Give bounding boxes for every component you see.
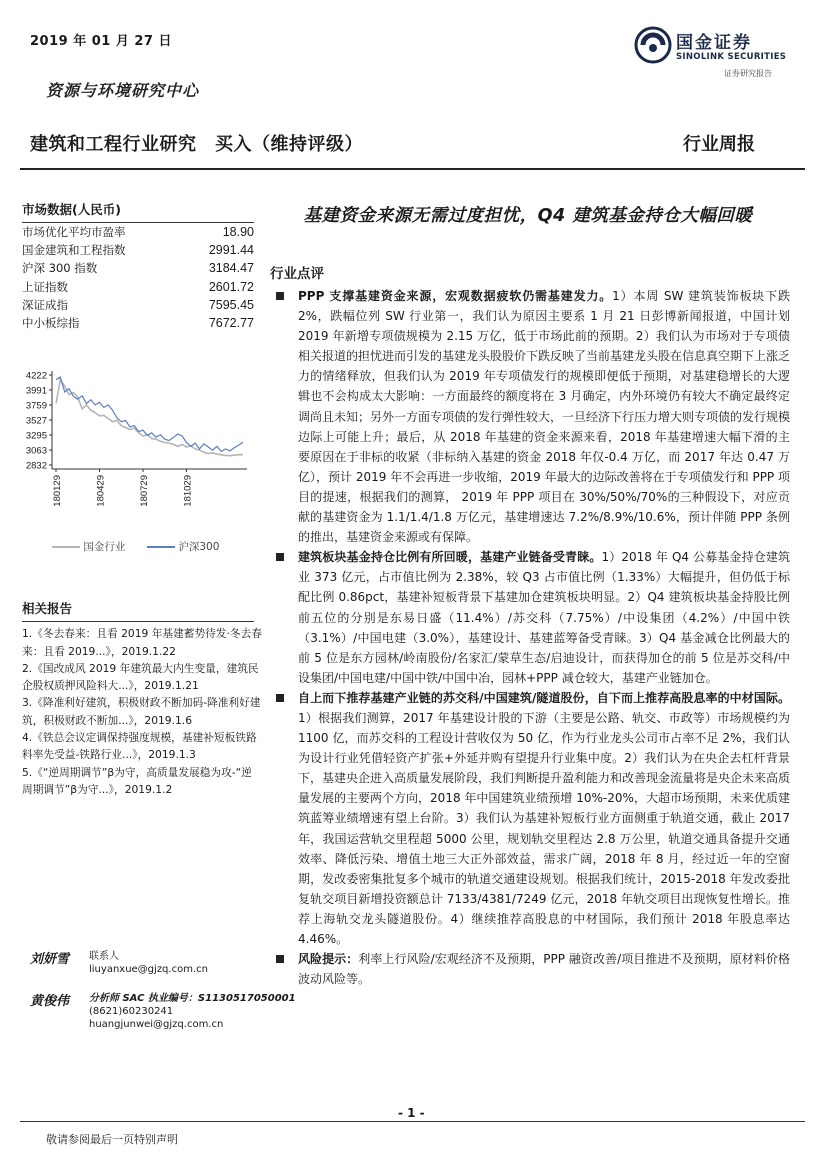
analyst-role-2: 分析师 SAC 执业编号：S1130517050001 bbox=[89, 993, 296, 1004]
chart-y-tick-label: 4222 bbox=[25, 370, 47, 382]
market-data-value: 7595.45 bbox=[208, 297, 254, 312]
chart-y-tick-label: 3527 bbox=[25, 415, 47, 427]
section-title: 行业点评 bbox=[270, 266, 324, 282]
bullet-square-icon bbox=[276, 955, 284, 963]
legend-label-industry: 国金行业 bbox=[83, 541, 126, 553]
paragraph-lead: 风险提示： bbox=[298, 952, 359, 967]
related-reports-title: 相关报告 bbox=[22, 601, 73, 616]
logo-name-en: SINOLINK SECURITIES bbox=[676, 52, 787, 62]
analyst-phone-2: (8621)60230241 bbox=[89, 1006, 174, 1017]
index-chart bbox=[22, 365, 254, 565]
market-data-label: 国金建筑和工程指数 bbox=[22, 243, 126, 258]
market-data-value: 2991.44 bbox=[208, 243, 254, 258]
report-date: 2019 年 01 月 27 日 bbox=[30, 34, 172, 49]
related-report-item[interactable]: 2.《国改成风 2019 年建筑最大内生变量，建筑民企股权质押风险料大...》，2019.1.21 bbox=[22, 661, 259, 693]
related-report-item[interactable]: 3.《降准利好建筑，积极财政不断加码-降准利好建筑，积极财政不断加...》，2019.1.6 bbox=[22, 696, 261, 727]
header-divider bbox=[20, 168, 805, 170]
legend-item-industry bbox=[52, 539, 125, 554]
body-paragraph bbox=[276, 286, 790, 547]
legend-item-csi300 bbox=[147, 539, 219, 554]
market-data-value: 7672.77 bbox=[208, 316, 254, 331]
market-data-row bbox=[22, 241, 254, 259]
report-type: 行业周报 bbox=[683, 134, 755, 155]
market-data-row bbox=[22, 314, 254, 332]
chart-y-tick-label: 3295 bbox=[25, 430, 47, 442]
paragraph-text: 利率上行风险/宏观经济不及预期，PPP 融资改善/项目推进不及预期，原材料价格波动风险等。 bbox=[298, 952, 790, 987]
index-chart-svg bbox=[22, 365, 254, 535]
market-data-value: 18.90 bbox=[222, 225, 254, 240]
bullet-square-icon bbox=[276, 694, 284, 702]
market-data-row bbox=[22, 259, 254, 277]
footer-divider bbox=[20, 1121, 805, 1122]
series-line-industry bbox=[56, 380, 243, 456]
analyst-role-1: 联系人 bbox=[89, 951, 119, 962]
paragraph-lead: 建筑板块基金持仓比例有所回暖，基建产业链备受青睐。 bbox=[298, 550, 602, 565]
related-reports bbox=[22, 600, 262, 798]
company-logo bbox=[634, 22, 804, 82]
analyst-name-2: 黄俊伟 bbox=[30, 994, 70, 1009]
research-center: 资源与环境研究中心 bbox=[46, 81, 200, 100]
paragraph-lead: PPP 支撑基建资金来源，宏观数据疲软仍需基建发力。 bbox=[298, 289, 613, 303]
chart-x-tick-label: 180129 bbox=[52, 475, 63, 507]
market-data-row bbox=[22, 278, 254, 296]
legend-swatch-csi300 bbox=[147, 546, 175, 548]
body-paragraph bbox=[276, 949, 790, 989]
market-data-title: 市场数据(人民币) bbox=[22, 202, 121, 217]
related-reports-rule bbox=[22, 621, 254, 622]
footer-disclaimer: 敬请参阅最后一页特别声明 bbox=[46, 1133, 178, 1146]
analyst-email-1[interactable]: liuyanxue@gjzq.com.cn bbox=[89, 964, 208, 975]
market-data-panel bbox=[22, 200, 254, 332]
bullet-square-icon bbox=[276, 292, 284, 300]
market-data-label: 深证成指 bbox=[22, 297, 68, 312]
paragraph-text: 1）2018 年 Q4 公募基金持仓建筑业 373 亿元，占市值比例为 2.38%，较 Q3 占市值比例（1.33%）大幅提升，但仍低于标配比例 0.86pct，基建补短板背景下基建加仓建筑板块明显。2）Q4 建筑板块基金持股比例前五位的分别是东易日盛（11.4%）/苏交科（7.75%）/中设集团（4.2%）/中国中铁（3.1%）/中国电建（3.0%），基建设计、基建蓝筹备受青睐。3）Q4 基金减仓比例最大的前 5 位是东方园林/岭南股份/名家汇/蒙草生态/启迪设计，而获得加仓的前 5 位是苏交科/中设集团/中国电建/中国中铁/中国中冶，园林+PPP 减仓较大，基建产业链加仓。 bbox=[298, 550, 790, 685]
market-data-row bbox=[22, 223, 254, 241]
legend-label-csi300: 沪深300 bbox=[178, 541, 220, 553]
chart-y-tick-label: 3759 bbox=[25, 400, 47, 412]
analyst-name-1: 刘妍雪 bbox=[30, 952, 70, 967]
body-paragraph bbox=[276, 688, 790, 949]
analyst-email-2[interactable]: huangjunwei@gjzq.com.cn bbox=[89, 1019, 224, 1030]
related-report-item[interactable]: 4.《铁总会议定调保持强度规模，基建补短板铁路料率先受益-铁路行业...》，2019.1.3 bbox=[22, 731, 257, 762]
related-report-item[interactable]: 1.《冬去春来：且看 2019 年基建蓄势待发·冬去春来：且看 2019...》，2019.1.22 bbox=[22, 627, 262, 658]
related-report-item[interactable]: 5.《“逆周期调节”β为守，高质量发展稳为攻-“逆周期调节”β为守...》，2019.1.2 bbox=[22, 765, 252, 796]
page-number: - 1 - bbox=[398, 1106, 425, 1120]
industry-rating: 建筑和工程行业研究 买入（维持评级） bbox=[30, 134, 363, 155]
report-body bbox=[276, 286, 790, 989]
legend-swatch-industry bbox=[52, 546, 80, 548]
market-data-label: 上证指数 bbox=[22, 279, 68, 294]
market-data-label: 市场优化平均市盈率 bbox=[22, 225, 126, 240]
market-data-label: 沪深 300 指数 bbox=[22, 261, 98, 276]
series-line-csi300 bbox=[56, 377, 243, 451]
paragraph-text: 1）本周 SW 建筑装饰板块下跌 2%，跌幅位列 SW 行业第一，我们认为原因主要系 1 月 21 日彭博新闻报道，中国计划 2019 年新增专项债规模为 2.15 万亿，低于市场此前的预期。2）我们认为市场对于专项债相关报道的担忧进而引发的基建龙头股股价下跌反映了当前基建龙头股在信息真空期下上涨乏力的情绪释放，但我们认为 2019 年专项债发行的规模即便低于预期，对基建稳增长的大逻辑也不会构成太大影响：一方面最终的额度将在 3 月确定，内外环境仍有较大不确定最终定调尚且未知；另外一方面专项债的发行弹性较大，一旦经济下行压力增大则专项债的发行规模边际上可能上升；最后，从 2018 年基建的资金来源来看，2018 年基建增速大幅下滑的主要原因在于非标的收紧（非标纳入基建的资金 2018 年仅-0.4 万亿，而 2017 年达 0.47 万亿），预计 2019 年不会再进一步收缩，2019 年最大的边际改善将在于专项债发行和 PPP 项目的提速，根据我们的测算， 2019 年 PPP 项目在 30%/50%/70%的三种假设下，对应贡献的基建资金为 1.1/1.4/1.8 万亿元，基建增速达 7.2%/8.9%/10.6%，预计伴随 PPP 条例的推出，基建资金来源或有保障。 bbox=[298, 289, 791, 545]
chart-y-tick-label: 2832 bbox=[25, 460, 47, 472]
market-data-table bbox=[22, 223, 254, 332]
logo-subtitle: 证券研究报告 bbox=[724, 69, 772, 78]
paragraph-text: 1）根据我们测算，2017 年基建设计股的下游（主要是公路、轨交、市政等）市场规模约为 1100 亿，而苏交科的工程设计营收仅为 50 亿，作为行业龙头公司市占率不足 2%，我们认为设计行业凭借轻资产扩张+外延并购有望提升行业集中度。2）我们认为在央企去杠杆背景下，基建央企进入高质量发展阶段，我们判断提升盈利能力和改善现金流量将是央企未来高质量发展的主要两个方向，2018 年中国建筑业绩预增 10%-20%，大超市场预期，未来优质建筑蓝筹业绩增速有望上台阶。3）我们认为基建补短板行业方面侧重于轨道交通，截止 2017 年，我国运营轨交里程超 5000 公里，规划轨交里程达 2.8 万公里，轨道交通具备提升交通效率、降低污染、增值土地三大正外部效益，需求广阔，2018 年 8 月，经过近一年的空窗期，发改委密集批复多个城市的轨道交通建设规划。根据我们统计，2015-2018 年发改委批复轨交项目新增投资额总计 7133/4381/7249 亿元，2018 年轨交项目出现恢复性增长。推荐上海轨交龙头隧道股份。4）继续推荐高股息的中材国际，我们预计 2018 年股息率达 4.46%。 bbox=[298, 710, 791, 946]
chart-y-tick-label: 3991 bbox=[25, 385, 47, 397]
report-headline: 基建资金来源无需过度担忧，Q4 建筑基金持仓大幅回暖 bbox=[303, 206, 753, 226]
chart-y-tick-label: 3063 bbox=[25, 445, 47, 457]
chart-x-tick-label: 180729 bbox=[138, 475, 150, 507]
market-data-value: 2601.72 bbox=[208, 279, 254, 294]
market-data-value: 3184.47 bbox=[208, 261, 254, 276]
logo-mark-icon bbox=[634, 26, 672, 64]
body-paragraph bbox=[276, 547, 790, 688]
market-data-row bbox=[22, 296, 254, 314]
chart-x-tick-label: 181029 bbox=[182, 475, 194, 507]
paragraph-lead: 自上而下推荐基建产业链的苏交科/中国建筑/隧道股份，自下而上推荐高股息率的中材国际。 bbox=[298, 690, 790, 705]
market-data-label: 中小板综指 bbox=[22, 316, 80, 331]
logo-name-cn: 国金证券 bbox=[676, 33, 752, 53]
chart-x-tick-label: 180429 bbox=[95, 475, 107, 507]
bullet-square-icon bbox=[276, 553, 284, 561]
